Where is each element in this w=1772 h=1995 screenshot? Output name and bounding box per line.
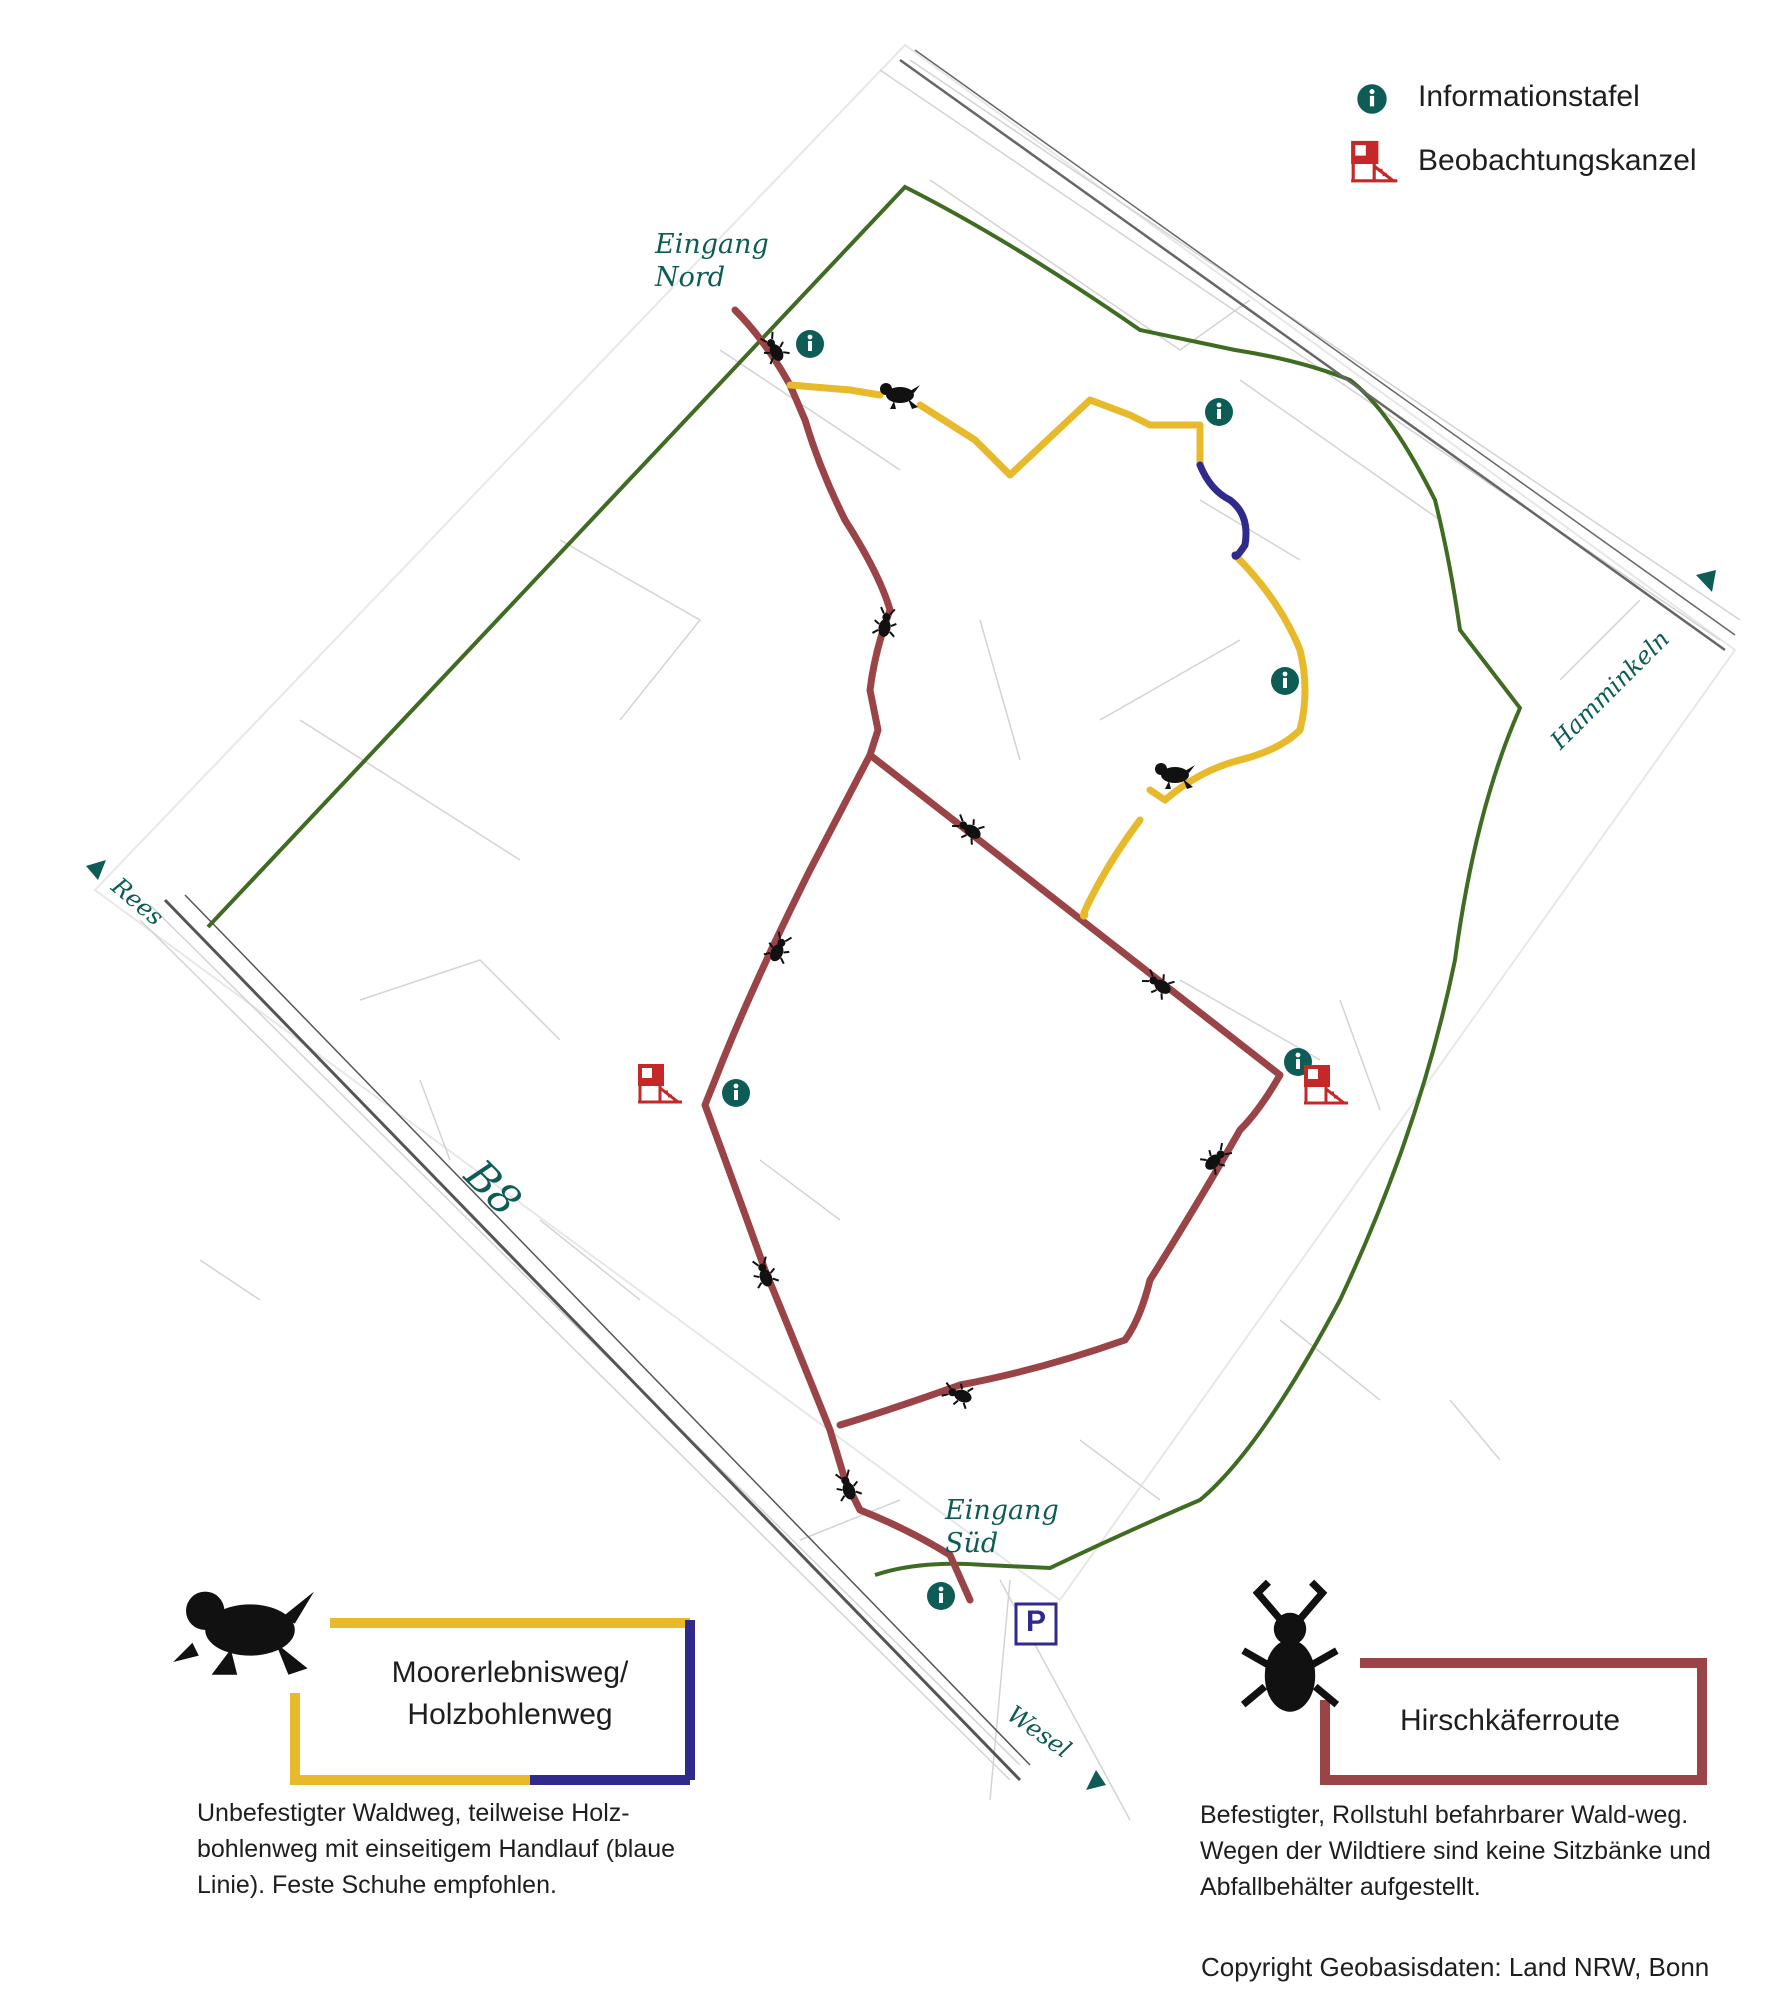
hamminkeln-direction-label: Hamminkeln bbox=[1545, 624, 1675, 755]
b8-road-label: B8 bbox=[455, 1150, 531, 1226]
moor-route bbox=[790, 385, 1305, 916]
info-markers bbox=[722, 330, 1312, 1610]
legend-frog-icon bbox=[173, 1592, 314, 1675]
beetle-markers bbox=[749, 330, 1235, 1503]
rees-direction-label: Rees bbox=[106, 872, 170, 932]
beetle-route-description: Befestigter, Rollstuhl befahrbarer Wald-weg. Wegen der Wildtiere sind keine Sitzbänke und Abfallbehälter aufgestellt. bbox=[1200, 1801, 1711, 1901]
direction-arrows bbox=[86, 570, 1716, 1790]
legend-info-label: Informationstafel bbox=[1418, 80, 1640, 113]
legend-tower-label: Beobachtungskanzel bbox=[1418, 144, 1697, 177]
frog-markers bbox=[880, 383, 1195, 789]
wesel-direction-label: Wesel bbox=[1001, 1700, 1077, 1764]
north-entrance-label: Eingang Nord bbox=[655, 229, 769, 293]
moor-route-title-line1: Moorerlebnisweg/ bbox=[391, 1656, 629, 1689]
topographic-background bbox=[95, 45, 1740, 1820]
hamminkeln-road bbox=[900, 50, 1735, 650]
copyright-note: Copyright Geobasisdaten: Land NRW, Bonn bbox=[1201, 1952, 1710, 1982]
south-entrance-label: Eingang Süd bbox=[945, 1495, 1059, 1559]
legend-tower-icon bbox=[1351, 141, 1397, 181]
beetle-route-title: Hirschkäferroute bbox=[1399, 1704, 1621, 1737]
legend-stag-beetle-icon bbox=[1243, 1582, 1337, 1712]
legend-info-icon bbox=[1357, 84, 1386, 113]
moor-route-description: Unbefestigter Waldweg, teilweise Holz-bohlenweg mit einseitigem Handlauf (blaue Linie). Feste Schuhe empfohlen. bbox=[197, 1799, 676, 1899]
parking-label: P bbox=[1026, 1605, 1047, 1638]
boardwalk-section bbox=[1200, 465, 1246, 556]
moor-route-title-line2: Holzbohlenweg bbox=[407, 1698, 613, 1731]
beetle-route bbox=[705, 310, 1280, 1600]
moor-route-title bbox=[350, 1652, 670, 1736]
